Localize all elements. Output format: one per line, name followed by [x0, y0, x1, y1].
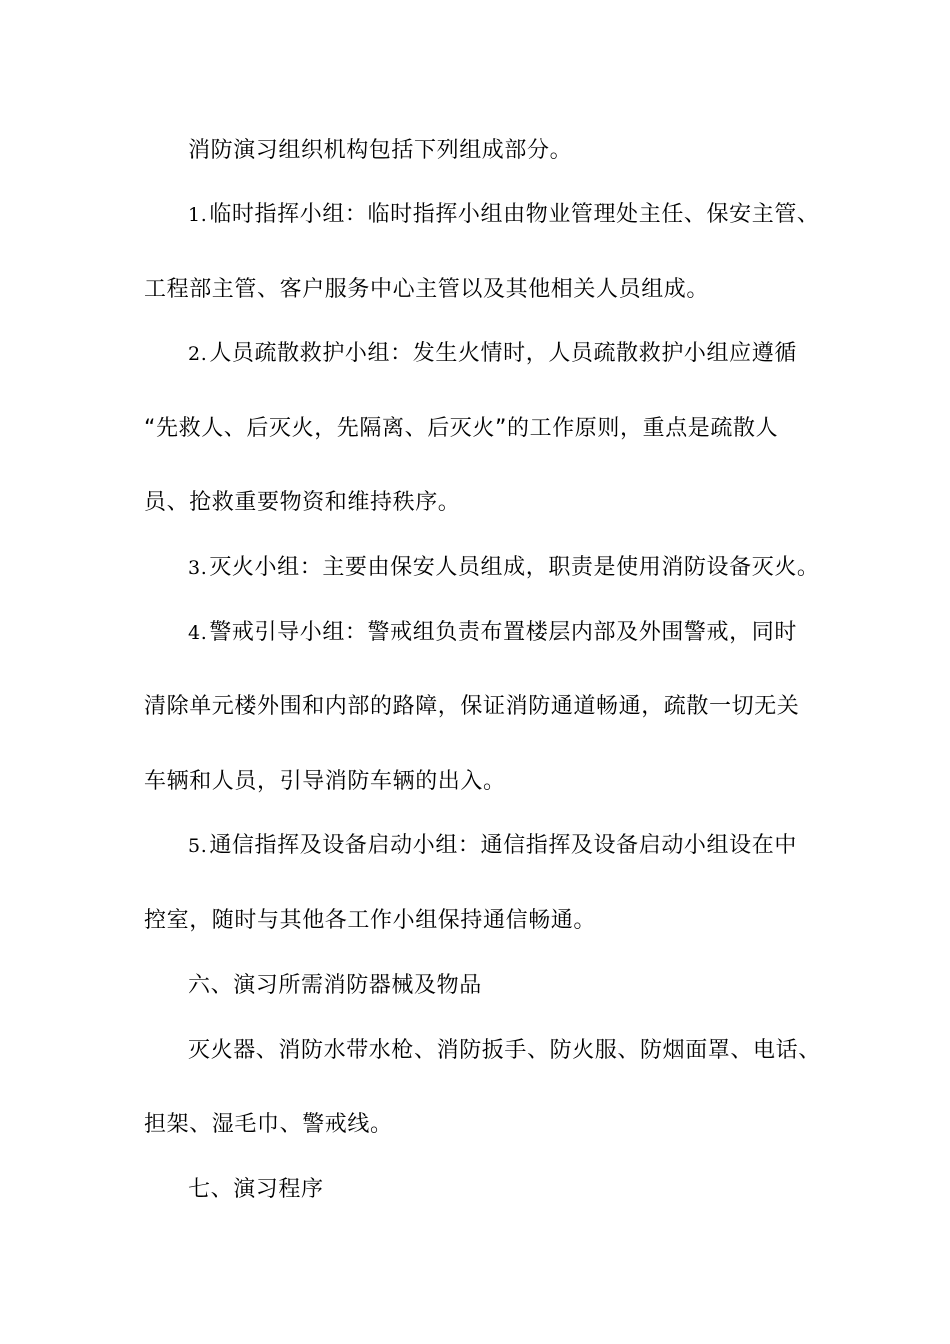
item-5-line-2: 控室，随时与其他各工作小组保持通信畅通。: [144, 908, 597, 933]
item-4-line-1: [0, 618, 950, 648]
item-5-line-1: [0, 831, 950, 861]
item-3-line-1: [0, 553, 950, 583]
item-2-line-2: “先救人、后灭火，先隔离、后灭火”的工作原则，重点是疏散人: [144, 416, 779, 441]
item-5-text-1: 通信指挥及设备启动小组：通信指挥及设备启动小组设在中: [209, 833, 797, 858]
section-6-heading: 六、演习所需消防器械及物品: [188, 973, 482, 998]
item-5-number: 5.: [188, 835, 208, 857]
section-7-heading: 七、演习程序: [188, 1177, 324, 1202]
item-2-line-3: 员、抢救重要物资和维持秩序。: [144, 490, 461, 515]
item-3-text-1: 灭火小组：主要由保安人员组成，职责是使用消防设备灭火。: [209, 555, 820, 580]
item-4-line-2: 清除单元楼外围和内部的路障，保证消防通道畅通，疏散一切无关: [144, 694, 800, 719]
item-2-line-1: [0, 339, 950, 369]
item-4-text-1: 警戒引导小组：警戒组负责布置楼层内部及外围警戒，同时: [209, 620, 797, 645]
item-2-number: 2.: [188, 343, 208, 365]
item-1-line-1: [0, 200, 950, 230]
section-6-line-2: 担架、湿毛巾、警戒线。: [144, 1112, 393, 1137]
item-2-text-1: 人员疏散救护小组：发生火情时，人员疏散救护小组应遵循: [209, 341, 797, 366]
item-4-number: 4.: [188, 622, 208, 644]
item-4-line-3: 车辆和人员，引导消防车辆的出入。: [144, 769, 506, 794]
item-1-number: 1.: [188, 204, 208, 226]
item-3-number: 3.: [188, 557, 208, 579]
item-1-line-2: 工程部主管、客户服务中心主管以及其他相关人员组成。: [144, 277, 710, 302]
item-1-text-1: 临时指挥小组：临时指挥小组由物业管理处主任、保安主管、: [209, 202, 820, 227]
intro-paragraph: 消防演习组织机构包括下列组成部分。: [188, 138, 573, 163]
section-6-line-1: 灭火器、消防水带水枪、消防扳手、防火服、防烟面罩、电话、: [188, 1038, 821, 1063]
